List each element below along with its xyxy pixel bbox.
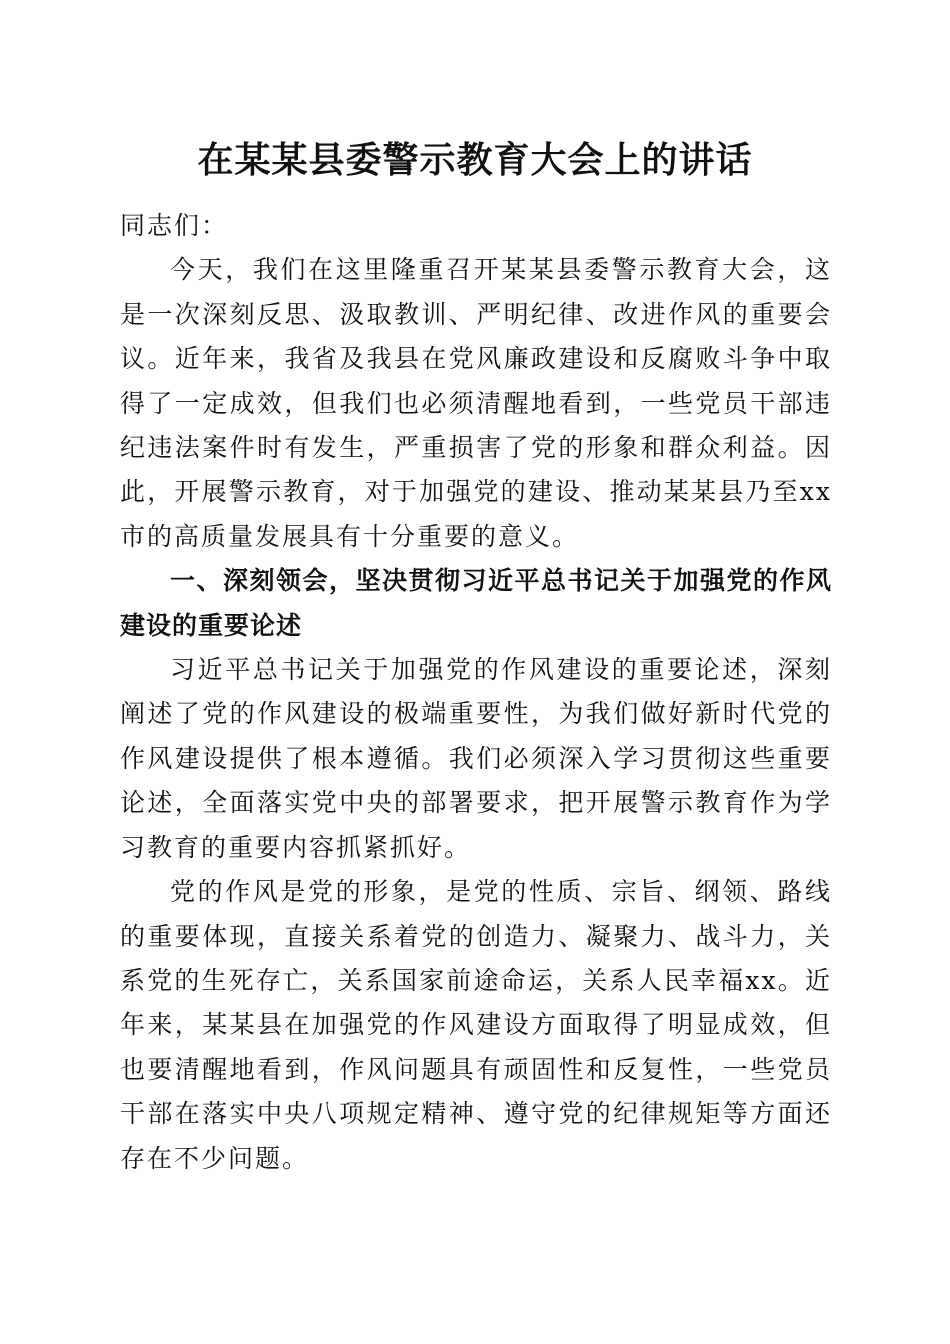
document-title: 在某某县委警示教育大会上的讲话 bbox=[197, 139, 753, 181]
document-body bbox=[120, 204, 832, 1181]
section-heading: 一、深刻领会，坚决贯彻习近平总书记关于加强党的作风建设的重要论述 bbox=[120, 566, 832, 640]
section-paragraph-1: 习近平总书记关于加强党的作风建设的重要论述，深刻阐述了党的作风建设的极端重要性，为我们做好新时代党的作风建设提供了根本遵循。我们必须深入学习贯彻这些重要论述，全面落实党中央的部署要求，把开展警示教育作为学习教育的重要内容抓紧抓好。 bbox=[120, 655, 832, 862]
intro-paragraph: 今天，我们在这里隆重召开某某县委警示教育大会，这是一次深刻反思、汲取教训、严明纪律、改进作风的重要会议。近年来，我省及我县在党风廉政建设和反腐败斗争中取得了一定成效，但我们也必须清醒地看到，一些党员干部违纪违法案件时有发生，严重损害了党的形象和群众利益。因此，开展警示教育，对于加强党的建设、推动某某县乃至xx市的高质量发展具有十分重要的意义。 bbox=[120, 255, 832, 551]
salutation: 同志们： bbox=[120, 211, 229, 240]
section-paragraph-2: 党的作风是党的形象，是党的性质、宗旨、纲领、路线的重要体现，直接关系着党的创造力、凝聚力、战斗力，关系党的生死存亡，关系国家前途命运，关系人民幸福xx。近年来，某某县在加强党的作风建设方面取得了明显成效，但也要清醒地看到，作风问题具有顽固性和反复性，一些党员干部在落实中央八项规定精神、遵守党的纪律规矩等方面还存在不少问题。 bbox=[120, 877, 832, 1173]
